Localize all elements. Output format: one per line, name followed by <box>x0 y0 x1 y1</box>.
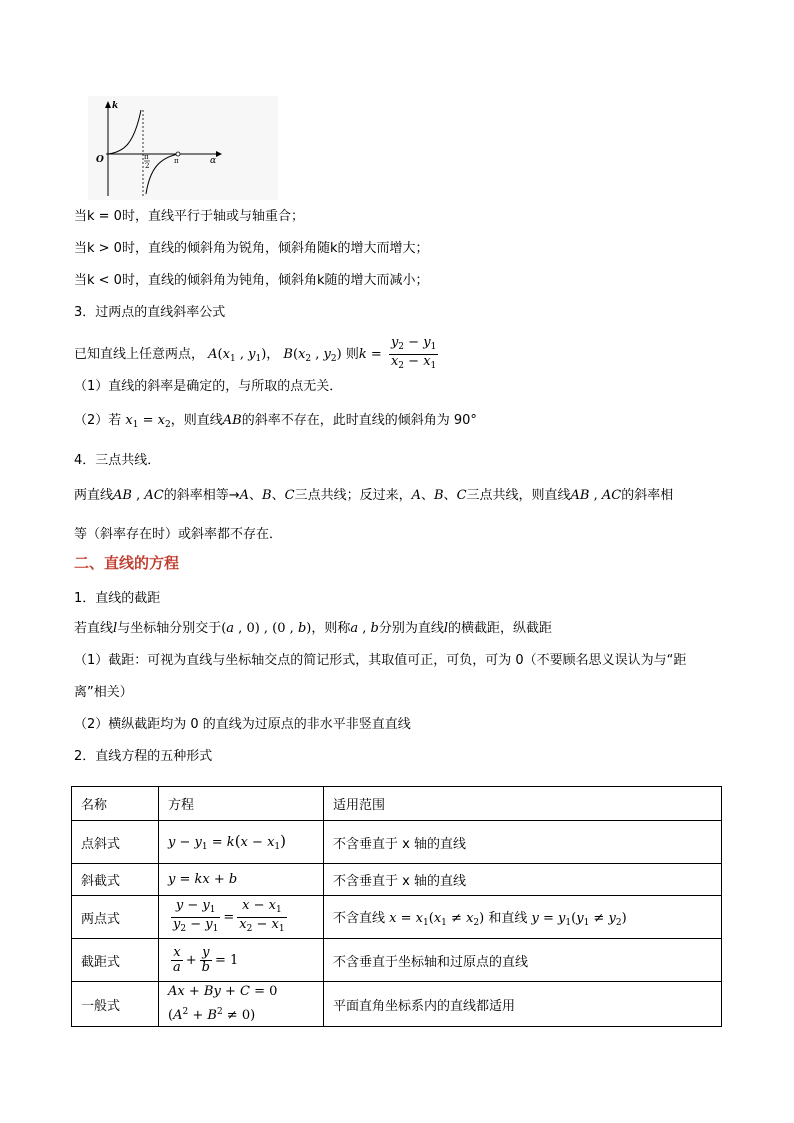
row-name: 一般式 <box>72 982 159 1027</box>
row-scope: 不含垂直于坐标轴和过原点的直线 <box>324 939 722 982</box>
slope-formula-intro: 已知直线上任意两点， <box>74 347 205 362</box>
intercept-title: 1．直线的截距 <box>74 591 161 606</box>
intercept-part-c: ，则称 <box>311 621 351 636</box>
text-k-positive: 当k > 0时，直线的倾斜角为锐角，倾斜角随k的增大而增大； <box>74 241 429 256</box>
line-equation-table <box>71 786 722 1027</box>
row-equation: y = kx + b <box>159 864 324 896</box>
row-equation: $y - y_1 = k(x - x_1)$ <box>159 821 324 864</box>
table-row <box>72 896 722 939</box>
note-1: （1）直线的斜率是确定的，与所取的点无关． <box>74 379 343 394</box>
row-scope-part-a: 不含直线 <box>333 910 386 926</box>
origin-label: O <box>96 155 104 165</box>
intercept-note-1-continued: 离”相关） <box>74 685 133 700</box>
intercept-part-d: 分别为直线 <box>378 621 444 636</box>
curve-left-branch <box>108 110 141 154</box>
table-row <box>72 821 722 864</box>
intercept-part-b: 与坐标轴分别交于 <box>117 621 222 636</box>
pi-label: π <box>174 157 179 165</box>
row-name: 两点式 <box>72 896 159 939</box>
text-k-negative: 当k < 0时，直线的倾斜角为钝角，倾斜角k随的增大而减小； <box>74 273 429 288</box>
slope-then: 则 <box>345 347 359 362</box>
note-2-part-b: ，则直线 <box>170 413 223 428</box>
collinear-part-a: 两直线 <box>74 488 114 503</box>
note-2: （2）若 $x_1 = x_2$，则直线AB的斜率不存在，此时直线的倾斜角为 90° <box>74 413 477 430</box>
slope-formula-line: 已知直线上任意两点， $A(x_1$ , $y_1$)， $B(x_2$ , $y_2$) 则k = $\frac{y_2 - y_1}{x_2 - x_1}$ <box>74 335 437 371</box>
row-scope: 不含垂直于 x 轴的直线 <box>324 864 722 896</box>
section-4-title: 4．三点共线． <box>74 453 161 468</box>
y-axis-label: k <box>112 101 119 111</box>
row-scope: 平面直角坐标系内的直线都适用 <box>324 982 722 1027</box>
point-b: B <box>283 347 293 362</box>
collinear-line: 两直线AB , AC的斜率相等→A、B、C三点共线；反过来，A、B、C三点共线，则直线AB , AC的斜率相 <box>74 488 674 503</box>
row-scope: 不含垂直于 x 轴的直线 <box>324 821 722 864</box>
collinear-part-e: 的斜率相 <box>621 488 674 503</box>
slope-fraction: $\frac{y_2 - y_1}{x_2 - x_1}$ <box>390 335 437 371</box>
row-equation: Ax + By + C = 0 $(A^2 + B^2 \ne 0)$ <box>159 982 324 1027</box>
row-name: 斜截式 <box>72 864 159 896</box>
intercept-note-2: （2）横纵截距均为 0 的直线为过原点的非水平非竖直直线 <box>74 717 411 732</box>
intercept-part-a: 若直线 <box>74 621 114 636</box>
table-row <box>72 982 722 1027</box>
y-axis-arrow <box>105 101 111 108</box>
pi-half-numerator: π <box>144 153 149 161</box>
point-a: A <box>208 347 218 362</box>
section-3-title: 3．过两点的直线斜率公式 <box>74 305 226 320</box>
row-scope: 不含直线 $x = x_1(x_1 \ne x_2)$ 和直线 $y = y_1(y_1 \ne y_2)$ <box>324 896 722 939</box>
slope-graph <box>88 96 278 200</box>
intercept-note-1: （1）截距：可视为直线与坐标轴交点的简记形式，其取值可正，可负，可为 0（不要顾名思义误认为与“距 <box>74 653 687 668</box>
row-name: 截距式 <box>72 939 159 982</box>
collinear-continued: 等（斜率存在时）或斜率都不存在． <box>74 527 283 542</box>
note-2-part-c: 的斜率不存在，此时直线的倾斜角为 90° <box>241 413 477 428</box>
pi-half-denominator: 2 <box>145 162 150 170</box>
collinear-part-b: 的斜率相等→ <box>163 488 240 503</box>
table-row <box>72 864 722 896</box>
note-2-part-a: （2）若 <box>74 413 122 428</box>
collinear-part-d: 三点共线，则直线 <box>466 488 571 503</box>
intercept-part-e: 的横截距，纵截距 <box>448 621 553 636</box>
x-axis-arrow <box>216 151 222 157</box>
row-equation: $\frac{y - y_1}{y_2 - y_1}$ = $\frac{x - x_1}{x_2 - x_1}$ <box>159 896 324 939</box>
intercept-definition: 若直线l与坐标轴分别交于(a , 0) , (0 , b)，则称a , b分别为直线l的横截距，纵截距 <box>74 621 553 636</box>
curve-right-branch <box>146 154 188 194</box>
text-k-zero: 当k = 0时，直线平行于轴或与轴重合； <box>74 209 304 224</box>
collinear-part-c: 三点共线；反过来， <box>294 488 412 503</box>
row-scope-part-b: 和直线 <box>488 910 528 926</box>
five-forms-title: 2．直线方程的五种形式 <box>74 749 213 764</box>
header-scope: 适用范围 <box>324 787 722 821</box>
row-name: 点斜式 <box>72 821 159 864</box>
header-name: 名称 <box>72 787 159 821</box>
header-equation: 方程 <box>159 787 324 821</box>
slope-graph-svg <box>88 96 278 200</box>
pi-point <box>176 152 180 156</box>
row-equation: $\frac{x}{a}$ + $\frac{y}{b}$ = 1 <box>159 939 324 982</box>
section-heading: 二、直线的方程 <box>74 554 180 572</box>
table-row <box>72 939 722 982</box>
table-header-row <box>72 787 722 821</box>
x-axis-label: α <box>210 156 217 166</box>
